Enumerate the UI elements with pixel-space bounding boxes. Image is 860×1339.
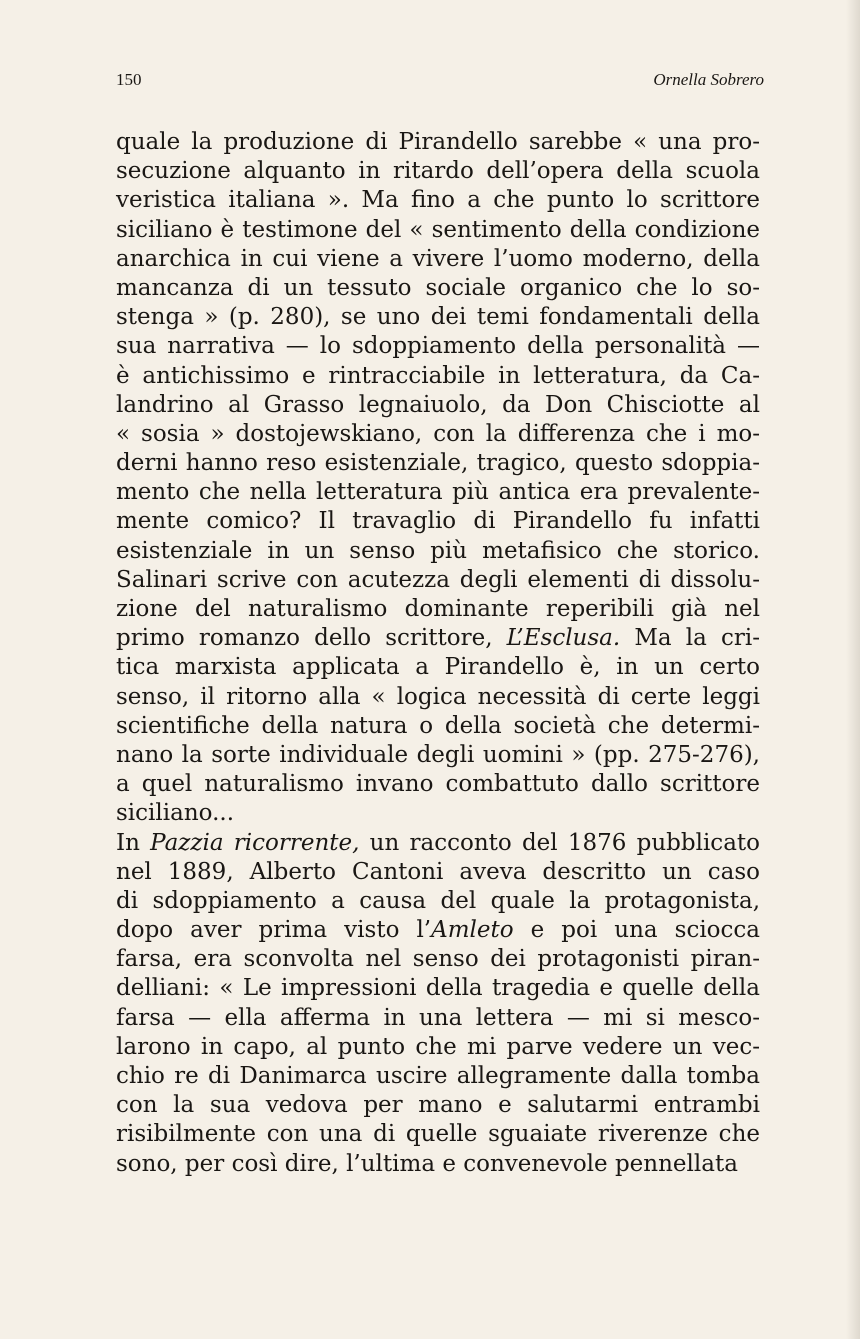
text-line: tica marxista applicata a Pirandello è, in un certo — [116, 654, 760, 681]
text-line: di sdoppiamento a causa del quale la protagonista, — [116, 887, 760, 914]
page-header — [116, 70, 764, 94]
italic-title: L’Esclusa. — [506, 625, 621, 652]
text-line: a quel naturalismo invano combattuto dallo scrittore — [116, 771, 760, 798]
text-line: mento che nella letteratura più antica era prevalente- — [116, 479, 760, 506]
text-segment: In — [116, 829, 151, 856]
text-line: farsa, era sconvolta nel senso dei protagonisti piran- — [116, 946, 760, 973]
text-segment: primo romanzo dello scrittore, — [116, 625, 507, 652]
page-number: 150 — [116, 70, 142, 89]
text-segment: Ma la cri- — [620, 625, 760, 652]
body-text — [116, 128, 760, 1179]
italic-title: Pazzia ricorrente, — [150, 829, 360, 856]
text-line: mente comico? Il travaglio di Pirandello fu infatti — [116, 508, 760, 535]
text-line: siciliano... — [116, 800, 235, 827]
text-line: sua narrativa — lo sdoppiamento della personalità — — [116, 333, 760, 360]
text-line: stenga » (p. 280), se uno dei temi fondamentali della — [116, 304, 760, 331]
text-line: farsa — ella afferma in una lettera — mi si mesco- — [116, 1004, 760, 1031]
text-line: Salinari scrive con acutezza degli elementi di dissolu- — [116, 566, 760, 593]
text-line: esistenziale in un senso più metafisico che storico. — [116, 537, 760, 564]
text-line: veristica italiana ». Ma fino a che punto lo scrittore — [116, 187, 760, 214]
text-line: siciliano è testimone del « sentimento della condizione — [116, 216, 760, 243]
text-line: chio re di Danimarca uscire allegramente dalla tomba — [116, 1063, 760, 1089]
text-line — [116, 829, 760, 858]
text-line: nel 1889, Alberto Cantoni aveva descritto un caso — [116, 858, 760, 885]
text-line: scientifiche della natura o della società che determi- — [116, 712, 760, 739]
text-line: landrino al Grasso legnaiuolo, da Don Chisciotte al — [116, 391, 760, 418]
text-segment: dopo aver prima visto l’ — [116, 917, 432, 944]
text-segment: e poi una sciocca — [513, 917, 761, 944]
text-line — [116, 916, 760, 945]
text-line: anarchica in cui viene a vivere l’uomo moderno, della — [116, 245, 760, 272]
text-line — [116, 624, 760, 653]
page-edge-shadow — [846, 0, 860, 1339]
text-line: è antichissimo e rintracciabile in letteratura, da Ca- — [116, 362, 760, 389]
text-line: senso, il ritorno alla « logica necessità di certe leggi — [116, 683, 760, 710]
running-head-author: Ornella Sobrero — [653, 70, 764, 89]
text-line: secuzione alquanto in ritardo dell’opera della scuola — [116, 158, 760, 185]
text-segment: un racconto del 1876 pubblicato — [359, 829, 760, 856]
text-line: larono in capo, al punto che mi parve vedere un vec- — [116, 1033, 760, 1060]
text-line: delliani: « Le impressioni della tragedia e quelle della — [116, 975, 760, 1002]
text-line: sono, per così dire, l’ultima e convenevole pennellata — [116, 1150, 738, 1177]
text-line: zione del naturalismo dominante reperibili già nel — [116, 596, 760, 622]
text-line: mancanza di un tessuto sociale organico che lo so- — [116, 274, 760, 301]
text-line: derni hanno reso esistenziale, tragico, questo sdoppia- — [116, 450, 760, 477]
text-line: con la sua vedova per mano e salutarmi entrambi — [116, 1092, 760, 1119]
text-line: risibilmente con una di quelle sguaiate riverenze che — [116, 1121, 760, 1148]
text-line: nano la sorte individuale degli uomini » (pp. 275-276), — [116, 741, 760, 768]
italic-title: Amleto — [431, 917, 514, 944]
text-line: « sosia » dostojewskiano, con la differenza che i mo- — [116, 420, 760, 447]
text-line: quale la produzione di Pirandello sarebbe « una pro- — [116, 129, 760, 155]
